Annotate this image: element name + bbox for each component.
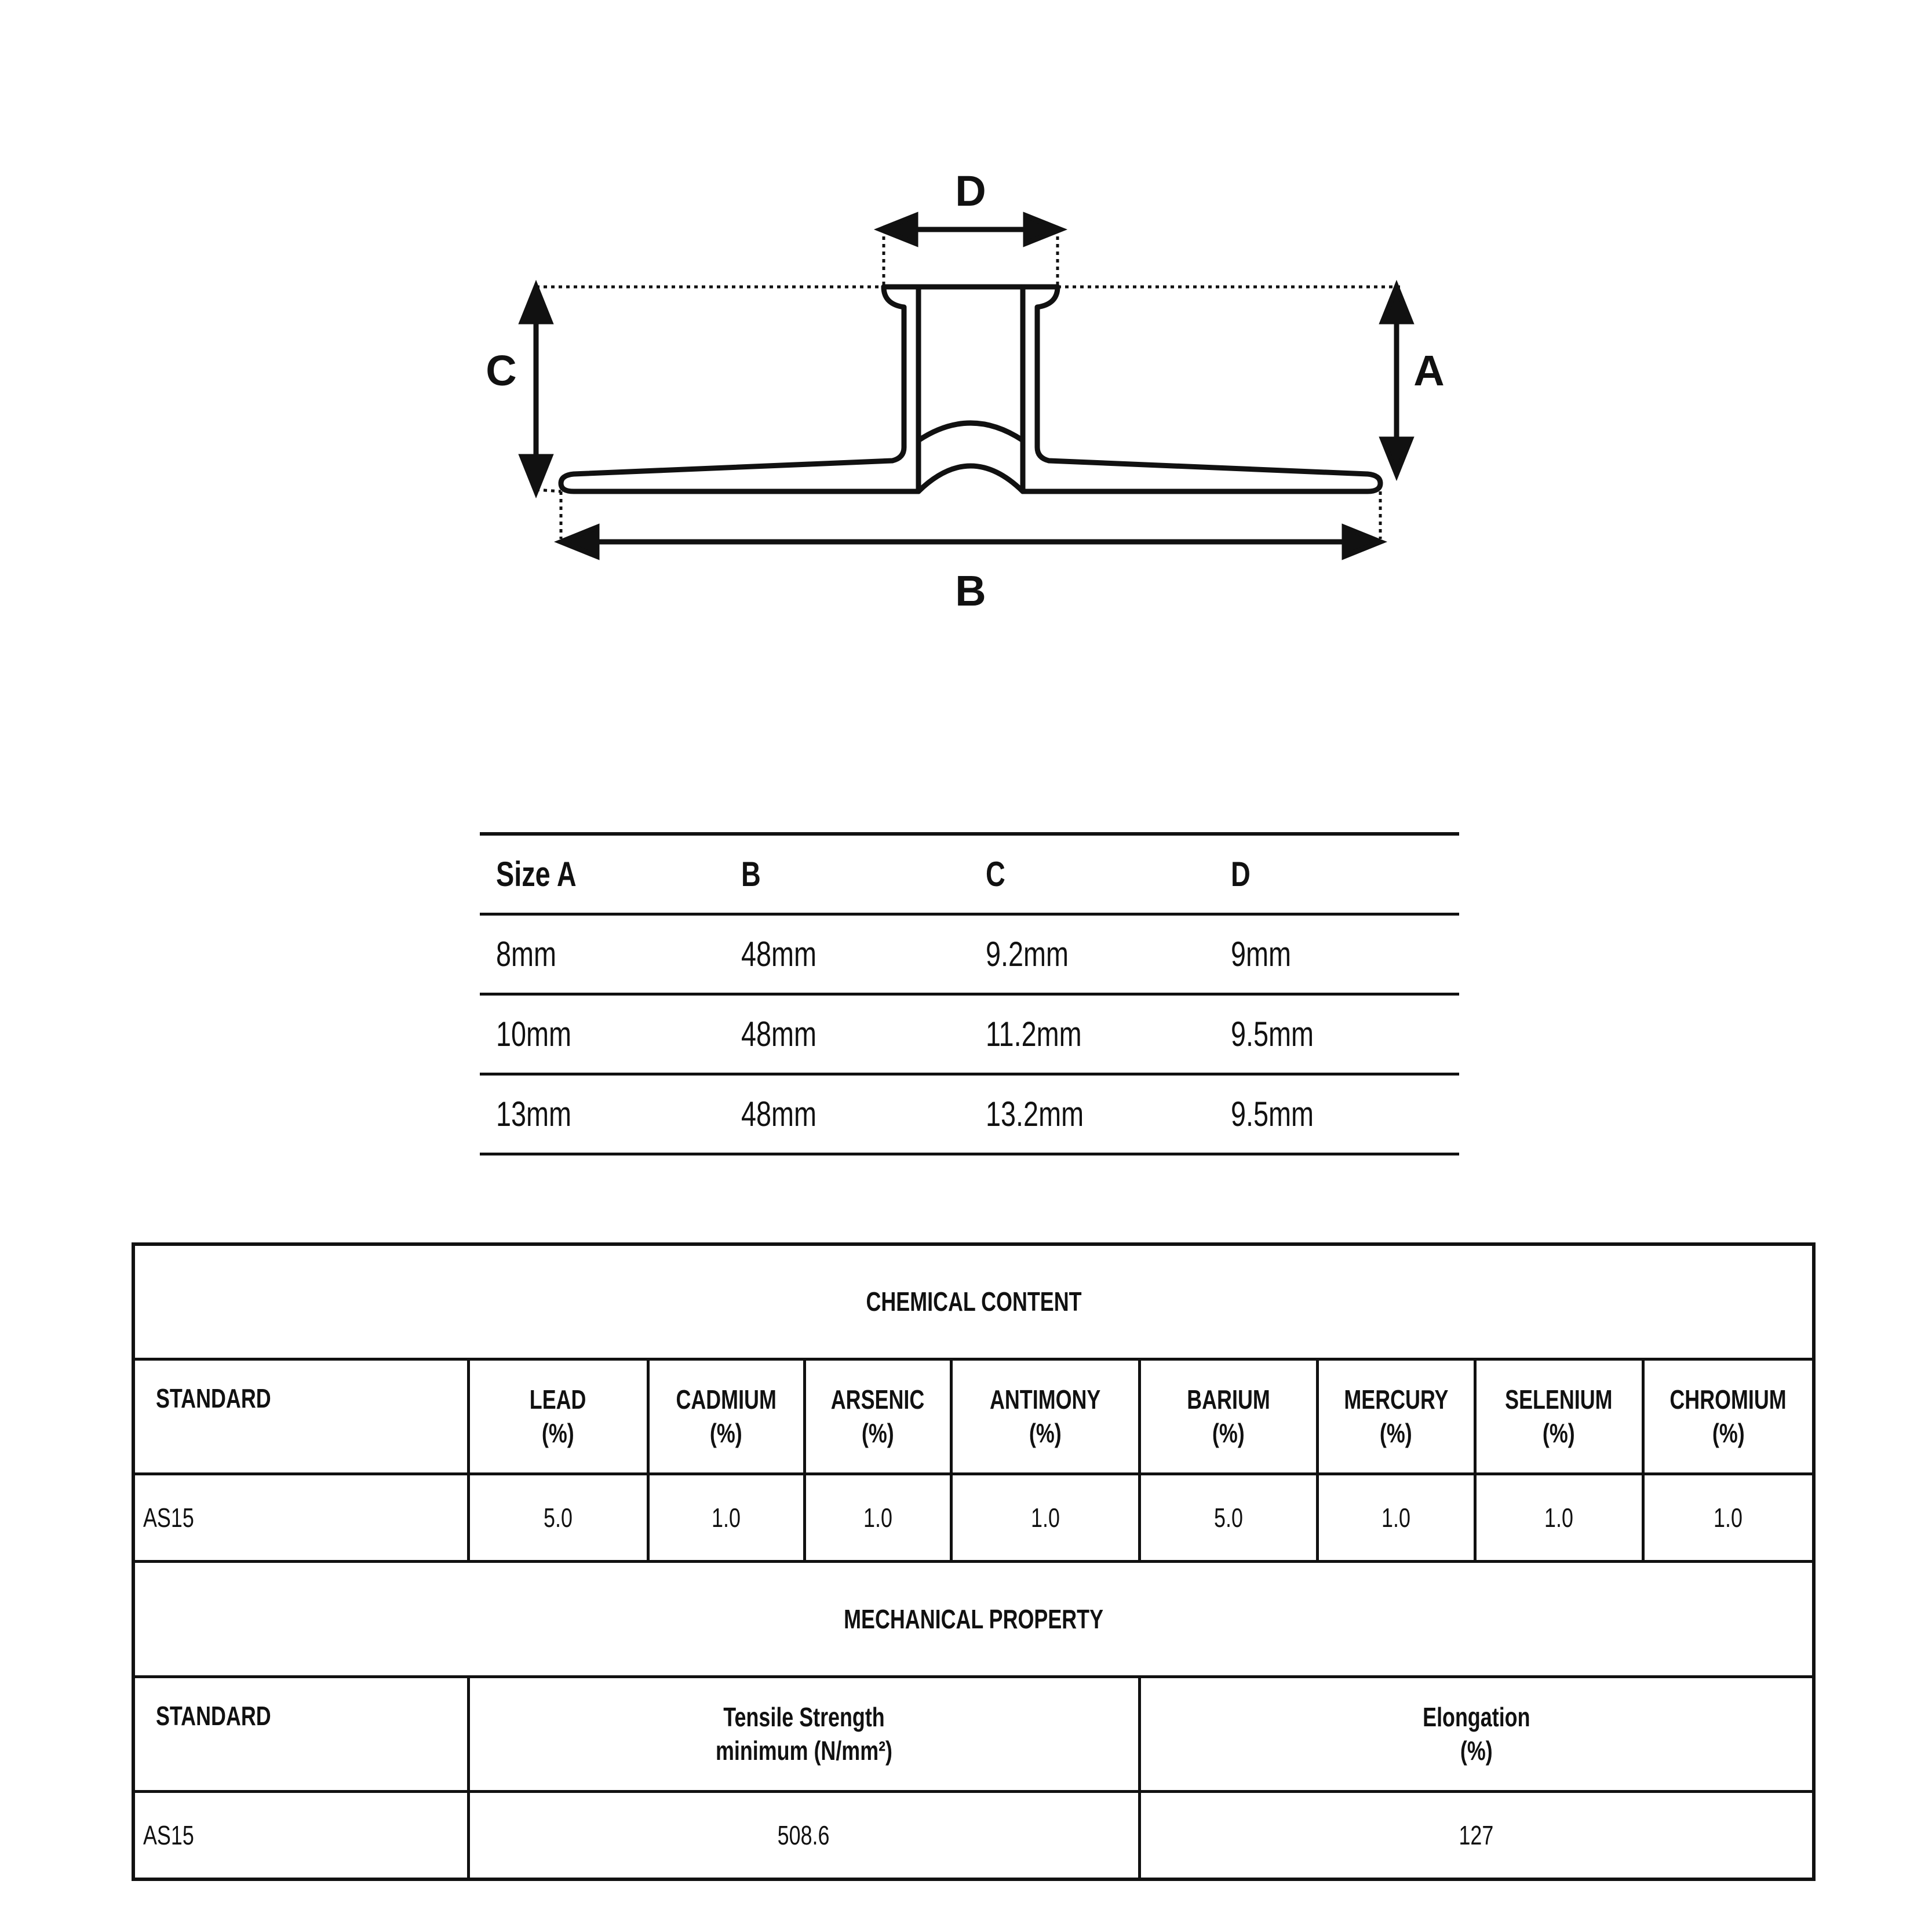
size-header-d: D xyxy=(1215,834,1460,914)
dimension-b-arrow-left xyxy=(561,527,597,556)
chemical-header-mercury: MERCURY (%) xyxy=(1317,1359,1475,1474)
size-cell: 10mm xyxy=(480,994,725,1074)
chemical-value-mercury: 1.0 xyxy=(1317,1474,1475,1562)
chemical-title-row xyxy=(133,1244,1814,1359)
dimension-d-arrow-right xyxy=(1026,216,1060,243)
chemical-header-lead: LEAD (%) xyxy=(468,1359,648,1474)
tensile-strength-value: 508.6 xyxy=(468,1791,1139,1879)
profile-diagram xyxy=(0,0,1932,695)
chemical-standard-value: AS15 xyxy=(133,1474,468,1562)
size-cell: 9.5mm xyxy=(1215,1074,1460,1154)
size-table xyxy=(480,832,1459,1155)
chemical-title: CHEMICAL CONTENT xyxy=(133,1244,1814,1359)
size-cell: 13mm xyxy=(480,1074,725,1154)
chemical-value-arsenic: 1.0 xyxy=(804,1474,951,1562)
chemical-value-barium: 5.0 xyxy=(1139,1474,1317,1562)
spec-table xyxy=(132,1242,1816,1881)
chemical-header-chromium: CHROMIUM (%) xyxy=(1643,1359,1814,1474)
dimension-a-arrow-bottom xyxy=(1383,439,1410,474)
table-row xyxy=(480,914,1459,994)
size-header-a: Size A xyxy=(480,834,725,914)
table-row xyxy=(133,1791,1814,1879)
size-cell: 8mm xyxy=(480,914,725,994)
chemical-standard-header: STANDARD xyxy=(133,1359,468,1474)
mechanical-title-row xyxy=(133,1562,1814,1676)
size-header-c: C xyxy=(969,834,1215,914)
chemical-value-antimony: 1.0 xyxy=(951,1474,1139,1562)
chemical-header-barium: BARIUM (%) xyxy=(1139,1359,1317,1474)
mechanical-standard-header: STANDARD xyxy=(133,1676,468,1791)
table-row xyxy=(133,1474,1814,1562)
elongation-value: 127 xyxy=(1139,1791,1814,1879)
chemical-value-cadmium: 1.0 xyxy=(648,1474,804,1562)
dotted-c-bottom xyxy=(536,490,561,491)
chemical-header-antimony: ANTIMONY (%) xyxy=(951,1359,1139,1474)
size-cell: 9.2mm xyxy=(969,914,1215,994)
profile-left-wing xyxy=(561,287,918,491)
chemical-value-selenium: 1.0 xyxy=(1475,1474,1643,1562)
chemical-header-cadmium: CADMIUM (%) xyxy=(648,1359,804,1474)
tensile-strength-header: Tensile Strength minimum (N/mm²) xyxy=(468,1676,1139,1791)
dimension-a-arrow-top xyxy=(1383,287,1410,322)
chemical-header-row xyxy=(133,1359,1814,1474)
size-cell: 48mm xyxy=(725,994,970,1074)
dimension-c-label: C xyxy=(486,347,517,395)
profile-arc-upper xyxy=(918,423,1023,440)
size-cell: 13.2mm xyxy=(969,1074,1215,1154)
profile-arc-lower xyxy=(918,466,1023,491)
table-row xyxy=(480,994,1459,1074)
size-cell: 48mm xyxy=(725,1074,970,1154)
dimension-b-label: B xyxy=(955,567,986,615)
chemical-value-chromium: 1.0 xyxy=(1643,1474,1814,1562)
profile-right-wing xyxy=(1023,287,1380,491)
dimension-b-arrow-right xyxy=(1344,527,1380,556)
size-cell: 11.2mm xyxy=(969,994,1215,1074)
size-table-header-row xyxy=(480,834,1459,914)
dimension-c-arrow-bottom xyxy=(522,457,550,491)
size-header-b: B xyxy=(725,834,970,914)
mechanical-header-row xyxy=(133,1676,1814,1791)
size-cell: 9.5mm xyxy=(1215,994,1460,1074)
chemical-value-lead: 5.0 xyxy=(468,1474,648,1562)
dimension-c-arrow-top xyxy=(522,287,550,322)
dimension-d-label: D xyxy=(955,167,986,215)
chemical-header-arsenic: ARSENIC (%) xyxy=(804,1359,951,1474)
mechanical-standard-value: AS15 xyxy=(133,1791,468,1879)
dimension-a-label: A xyxy=(1413,347,1445,395)
size-cell: 9mm xyxy=(1215,914,1460,994)
elongation-header: Elongation (%) xyxy=(1139,1676,1814,1791)
dimension-d-arrow-left xyxy=(881,216,916,243)
chemical-header-selenium: SELENIUM (%) xyxy=(1475,1359,1643,1474)
mechanical-title: MECHANICAL PROPERTY xyxy=(133,1562,1814,1676)
table-row xyxy=(480,1074,1459,1154)
size-cell: 48mm xyxy=(725,914,970,994)
